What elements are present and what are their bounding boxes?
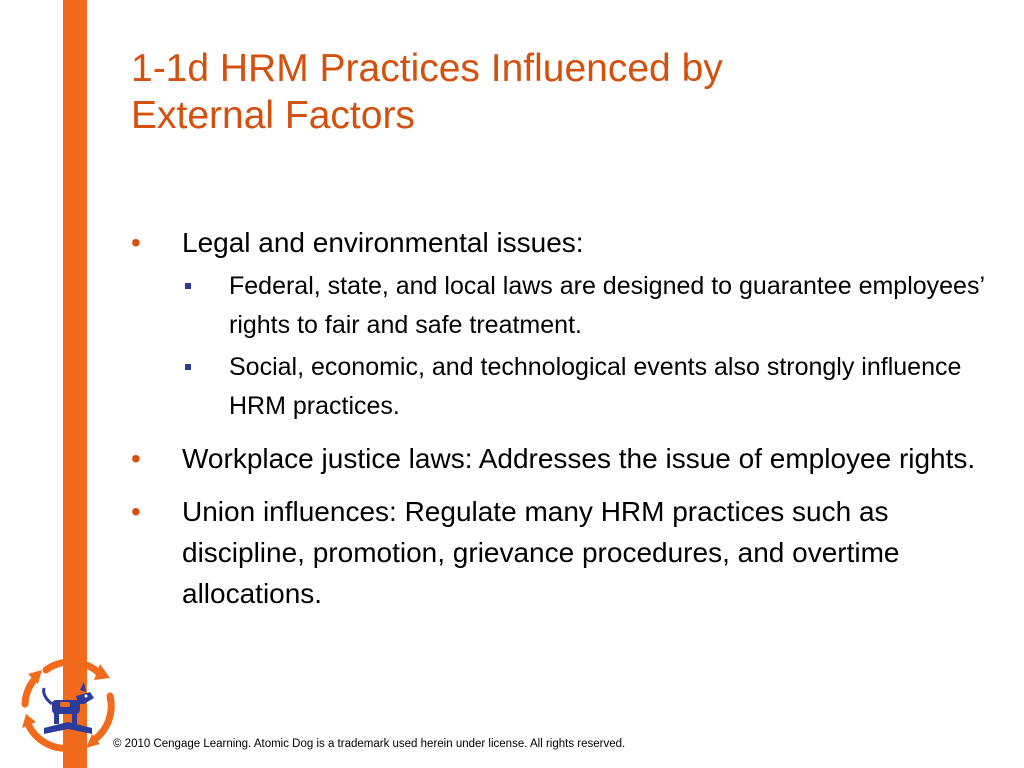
square-bullet-icon	[185, 364, 191, 370]
bullet-item	[131, 222, 1001, 426]
sub-bullet-item	[182, 348, 1001, 426]
slide-title-line-1: 1-1d HRM Practices Influenced by	[131, 47, 723, 90]
bullet-text: Legal and environmental issues:	[182, 227, 584, 258]
bullet-list	[131, 222, 1001, 626]
bullet-item	[131, 438, 1001, 479]
sub-bullet-item	[182, 267, 1001, 345]
sub-bullet-list	[182, 267, 1001, 426]
square-bullet-icon	[185, 283, 191, 289]
bullet-marker: •	[131, 443, 141, 474]
slide-title	[131, 45, 991, 139]
bullet-marker: •	[131, 496, 141, 527]
bullet-item	[131, 491, 1001, 614]
copyright-footer: © 2010 Cengage Learning. Atomic Dog is a trademark used herein under license. All rights reserved.	[113, 738, 626, 750]
slide-title-line-2: External Factors	[131, 94, 415, 137]
atomic-dog-logo-icon	[14, 652, 122, 754]
bullet-marker: •	[131, 227, 141, 258]
bullet-text: Workplace justice laws: Addresses the issue of employee rights.	[182, 443, 976, 474]
bullet-text: Union influences: Regulate many HRM practices such as discipline, promotion, grievance procedures, and overtime allocations.	[182, 496, 900, 609]
sub-bullet-text: Federal, state, and local laws are designed to guarantee employees’ rights to fair and safe treatment.	[229, 272, 985, 339]
sub-bullet-text: Social, economic, and technological events also strongly influence HRM practices.	[229, 353, 962, 420]
